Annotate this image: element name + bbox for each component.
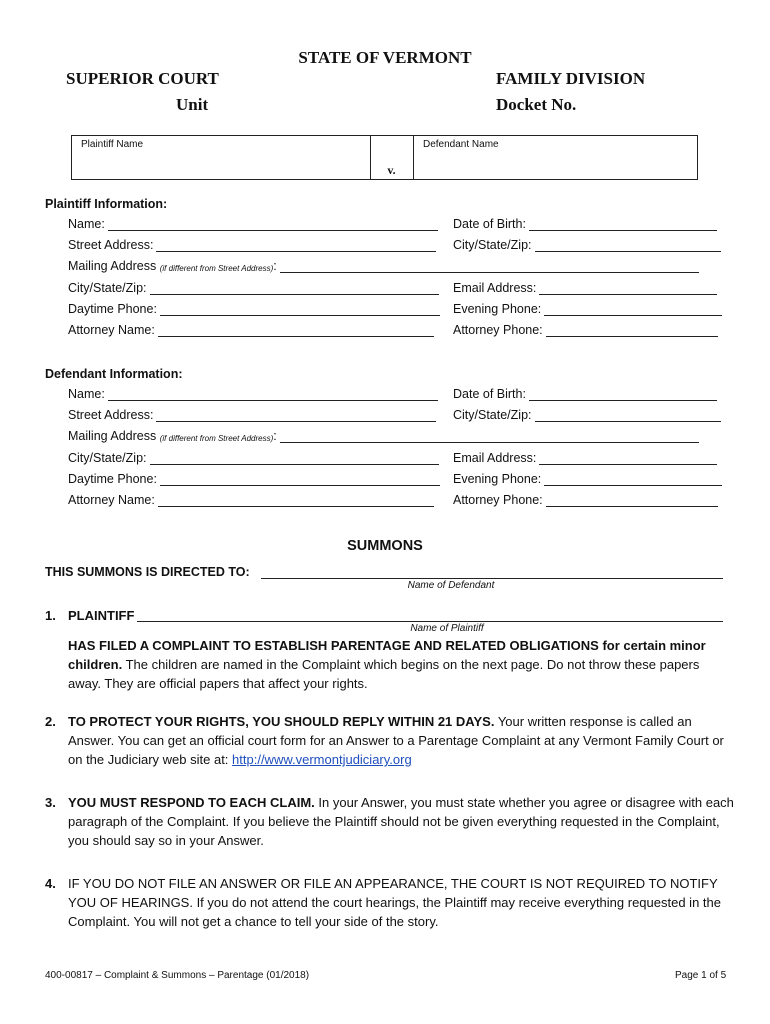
plaintiff-name-field[interactable] bbox=[72, 136, 371, 179]
defendant-evening-input[interactable] bbox=[544, 472, 722, 486]
plaintiff-mailing-row bbox=[68, 259, 699, 273]
plaintiff-mailing-note: (if different from Street Address) bbox=[159, 264, 274, 273]
plaintiff-attorney-phone-row bbox=[453, 323, 718, 337]
item-2-bold: TO PROTECT YOUR RIGHTS, YOU SHOULD REPLY WITHIN 21 DAYS. bbox=[68, 714, 495, 729]
defendant-attorney-phone-row bbox=[453, 493, 718, 507]
plaintiff-csz-right-row bbox=[453, 238, 721, 252]
defendant-evening-row bbox=[453, 472, 722, 486]
defendant-daytime-label: Daytime Phone: bbox=[68, 472, 157, 486]
plaintiff-evening-label: Evening Phone: bbox=[453, 302, 542, 316]
item-3-bold: YOU MUST RESPOND TO EACH CLAIM. bbox=[68, 795, 315, 810]
plaintiff-street-row bbox=[68, 238, 436, 252]
defendant-attorney-phone-label: Attorney Phone: bbox=[453, 493, 543, 507]
plaintiff-mailing-colon: : bbox=[273, 259, 277, 273]
defendant-dob-row bbox=[453, 387, 717, 401]
defendant-dob-label: Date of Birth: bbox=[453, 387, 526, 401]
state-heading: STATE OF VERMONT bbox=[298, 48, 472, 67]
plaintiff-daytime-label: Daytime Phone: bbox=[68, 302, 157, 316]
defendant-mailing-input[interactable] bbox=[280, 429, 699, 443]
unit-label: Unit bbox=[176, 95, 209, 114]
defendant-email-input[interactable] bbox=[539, 451, 717, 465]
defendant-mailing-colon: : bbox=[273, 429, 277, 443]
docket-label: Docket No. bbox=[496, 95, 577, 114]
directed-to-label: THIS SUMMONS IS DIRECTED TO: bbox=[45, 565, 250, 579]
defendant-name-label: Defendant Name bbox=[423, 139, 499, 150]
defendant-street-row bbox=[68, 408, 436, 422]
defendant-mailing-label: Mailing Address bbox=[68, 429, 157, 443]
case-caption-box bbox=[71, 135, 698, 180]
plaintiff-info-title: Plaintiff Information: bbox=[45, 197, 168, 211]
defendant-street-input[interactable] bbox=[156, 408, 436, 422]
name-of-defendant-caption: Name of Defendant bbox=[407, 580, 495, 591]
defendant-csz-right-input[interactable] bbox=[535, 408, 721, 422]
plaintiff-name-label: Name: bbox=[68, 217, 105, 231]
defendant-name-input[interactable] bbox=[108, 387, 438, 401]
plaintiff-attorney-name-label: Attorney Name: bbox=[68, 323, 155, 337]
plaintiff-evening-row bbox=[453, 302, 722, 316]
defendant-name-row bbox=[68, 387, 438, 401]
judiciary-website-link[interactable]: http://www.vermontjudiciary.org bbox=[232, 752, 412, 767]
defendant-name-label: Name: bbox=[68, 387, 105, 401]
defendant-name-field[interactable] bbox=[414, 136, 697, 179]
division-heading: FAMILY DIVISION bbox=[496, 69, 646, 88]
defendant-csz-row bbox=[68, 451, 439, 465]
item-1-number: 1. bbox=[45, 608, 56, 623]
defendant-email-row bbox=[453, 451, 717, 465]
plaintiff-name-summons-input[interactable] bbox=[137, 621, 723, 622]
defendant-csz-right-label: City/State/Zip: bbox=[453, 408, 532, 422]
form-id-footer: 400-00817 – Complaint & Summons – Parentage (01/2018) bbox=[45, 970, 310, 981]
plaintiff-evening-input[interactable] bbox=[544, 302, 722, 316]
defendant-daytime-input[interactable] bbox=[160, 472, 440, 486]
plaintiff-mailing-label: Mailing Address bbox=[68, 259, 157, 273]
plaintiff-attorney-name-row bbox=[68, 323, 434, 337]
defendant-attorney-name-label: Attorney Name: bbox=[68, 493, 155, 507]
plaintiff-mailing-input[interactable] bbox=[280, 259, 699, 273]
plaintiff-daytime-row bbox=[68, 302, 440, 316]
court-heading: SUPERIOR COURT bbox=[66, 69, 219, 88]
defendant-attorney-name-row bbox=[68, 493, 434, 507]
defendant-evening-label: Evening Phone: bbox=[453, 472, 542, 486]
item-4-number: 4. bbox=[45, 876, 56, 891]
defendant-name-summons-input[interactable] bbox=[261, 578, 723, 579]
summons-title: SUMMONS bbox=[347, 538, 423, 554]
versus-label: v. bbox=[387, 163, 396, 177]
item-1-bold: HAS FILED A COMPLAINT TO ESTABLISH PARENTAGE AND RELATED OBLIGATIONS for certain minor children. bbox=[68, 638, 706, 672]
item-3-text: In your Answer, you must state whether you agree or disagree with each paragraph of the Complaint. If you believe the Plaintiff should not be given everything requested in the Complaint, you should say so in your Answer. bbox=[68, 795, 734, 848]
plaintiff-csz-row bbox=[68, 281, 439, 295]
plaintiff-csz-input[interactable] bbox=[150, 281, 439, 295]
item-4-text: IF YOU DO NOT FILE AN ANSWER OR FILE AN APPEARANCE, THE COURT IS NOT REQUIRED TO NOTIFY YOU OF HEARINGS. If you do not attend the court hearings, the Plaintiff may receive everything requested in the Complaint. You will not get a chance to tell your side of the story. bbox=[68, 876, 721, 929]
plaintiff-dob-row bbox=[453, 217, 717, 231]
plaintiff-csz-right-input[interactable] bbox=[535, 238, 721, 252]
plaintiff-dob-label: Date of Birth: bbox=[453, 217, 526, 231]
item-1-paragraph bbox=[45, 636, 735, 693]
defendant-mailing-note: (if different from Street Address) bbox=[159, 434, 274, 443]
defendant-csz-label: City/State/Zip: bbox=[68, 451, 147, 465]
versus-cell bbox=[370, 136, 414, 179]
defendant-daytime-row bbox=[68, 472, 440, 486]
defendant-attorney-phone-input[interactable] bbox=[546, 493, 718, 507]
plaintiff-street-label: Street Address: bbox=[68, 238, 154, 252]
plaintiff-email-row bbox=[453, 281, 717, 295]
plaintiff-name-label: Plaintiff Name bbox=[81, 139, 144, 150]
defendant-email-label: Email Address: bbox=[453, 451, 537, 465]
item-4-paragraph bbox=[45, 874, 735, 931]
plaintiff-dob-input[interactable] bbox=[529, 217, 717, 231]
plaintiff-label: PLAINTIFF bbox=[68, 608, 135, 623]
plaintiff-name-row bbox=[68, 217, 438, 231]
plaintiff-name-input[interactable] bbox=[108, 217, 438, 231]
plaintiff-attorney-phone-label: Attorney Phone: bbox=[453, 323, 543, 337]
defendant-attorney-name-input[interactable] bbox=[158, 493, 434, 507]
defendant-street-label: Street Address: bbox=[68, 408, 154, 422]
plaintiff-csz-label: City/State/Zip: bbox=[68, 281, 147, 295]
defendant-csz-input[interactable] bbox=[150, 451, 439, 465]
item-3-paragraph bbox=[45, 793, 735, 850]
defendant-csz-right-row bbox=[453, 408, 721, 422]
item-1-text: The children are named in the Complaint which begins on the next page. Do not throw these papers away. They are official papers that affect your rights. bbox=[68, 657, 700, 691]
plaintiff-attorney-phone-input[interactable] bbox=[546, 323, 718, 337]
item-2-paragraph bbox=[45, 712, 735, 769]
name-of-plaintiff-caption: Name of Plaintiff bbox=[410, 623, 484, 634]
defendant-mailing-row bbox=[68, 429, 699, 443]
plaintiff-csz-right-label: City/State/Zip: bbox=[453, 238, 532, 252]
plaintiff-street-input[interactable] bbox=[156, 238, 436, 252]
plaintiff-attorney-name-input[interactable] bbox=[158, 323, 434, 337]
plaintiff-email-input[interactable] bbox=[539, 281, 717, 295]
item-3-number: 3. bbox=[45, 795, 56, 810]
plaintiff-email-label: Email Address: bbox=[453, 281, 537, 295]
page-number: Page 1 of 5 bbox=[675, 970, 727, 981]
defendant-info-title: Defendant Information: bbox=[45, 367, 183, 381]
item-2-number: 2. bbox=[45, 714, 56, 729]
item-2-text: Your written response is called an Answer. You can get an official court form for an Answer to a Parentage Complaint at any Vermont Family Court or on the Judiciary web site at: bbox=[68, 714, 724, 767]
defendant-dob-input[interactable] bbox=[529, 387, 717, 401]
plaintiff-daytime-input[interactable] bbox=[160, 302, 440, 316]
